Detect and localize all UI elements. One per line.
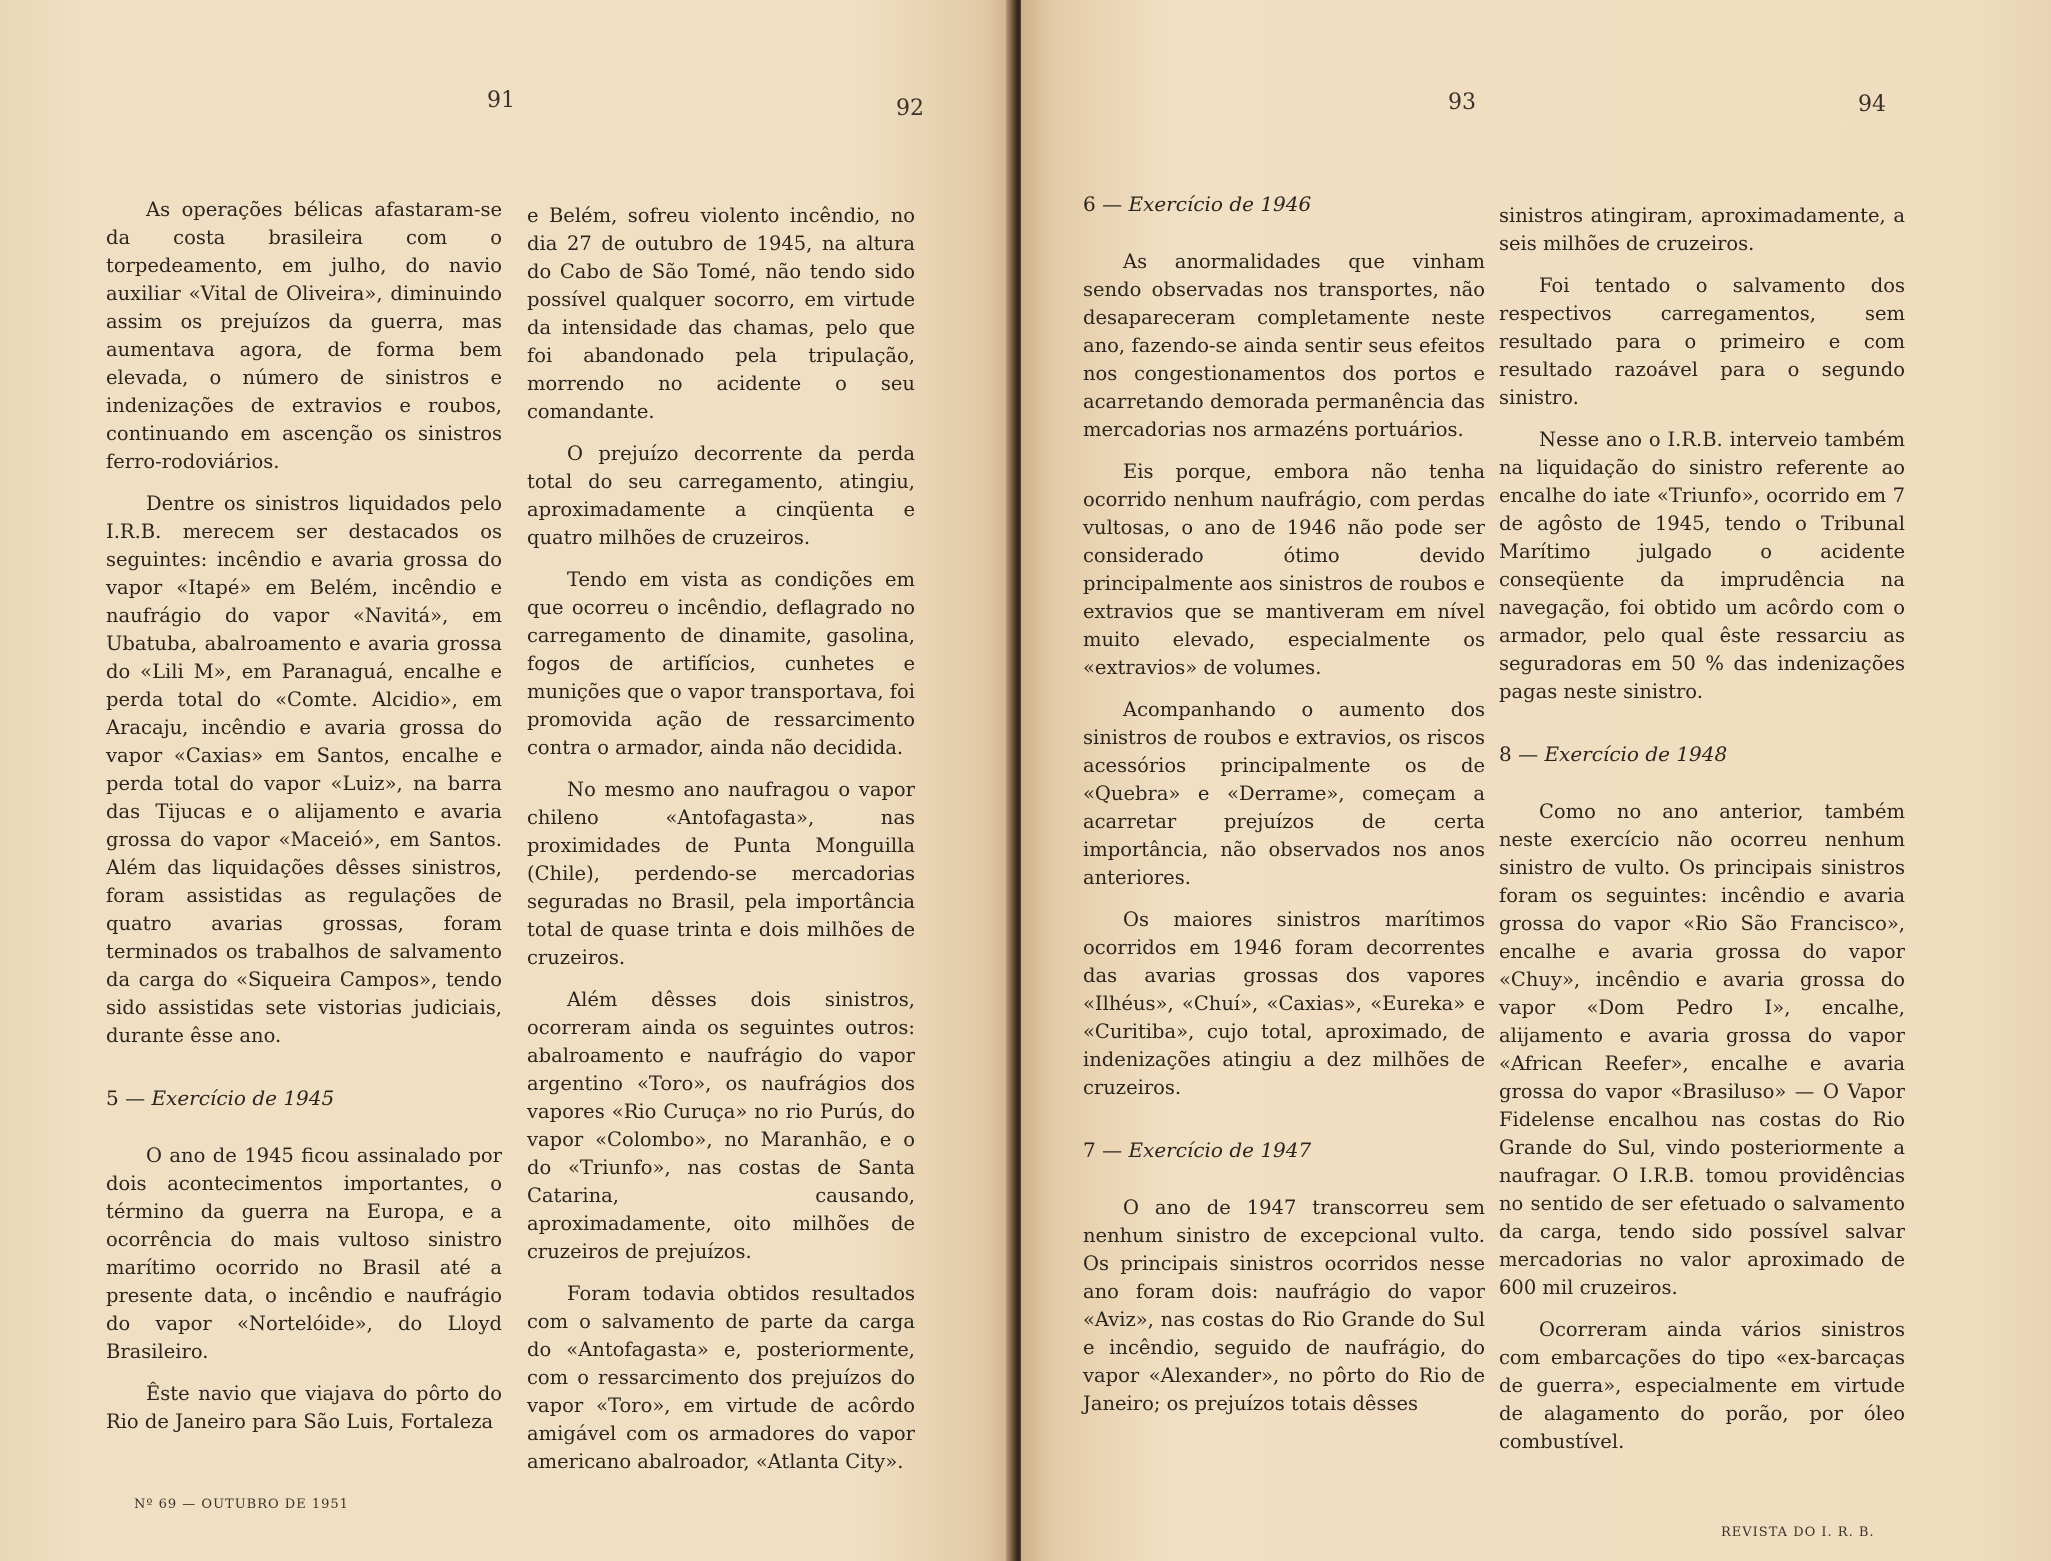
page-number-91: 91 (487, 88, 515, 113)
paragraph: Êste navio que viajava do pôrto do Rio de Janeiro para São Luis, Fortaleza (106, 1382, 502, 1433)
paragraph: Foi tentado o salvamento dos respectivos carregamentos, sem resultado para o primeiro e com resultado razoável para o segundo sinistro. (1499, 274, 1905, 409)
right-page (1021, 0, 2051, 1561)
paragraph: As operações bélicas afastaram-se da costa brasileira com o torpedeamento, em julho, do navio auxiliar «Vital de Oliveira», diminuindo assim os prejuízos da guerra, mas aumentava agora, de forma bem elevada, o número de sinistros e indenizações de extravios e roubos, continuando em ascenção os sinistros ferro-rodoviários. (106, 198, 502, 473)
page-number-92: 92 (896, 96, 924, 121)
heading-title: Exercício de 1947 (1128, 1138, 1312, 1162)
heading-title: Exercício de 1945 (151, 1086, 335, 1110)
paragraph: As anormalidades que vinham sendo observadas nos transportes, não desapareceram completamente neste ano, fazendo-se ainda sentir seus efeitos nos congestionamentos dos portos e acarretando demorada permanência das mercadorias nos armazéns portuários. (1083, 250, 1485, 441)
paragraph: Eis porque, embora não tenha ocorrido nenhum naufrágio, com perdas vultosas, o ano de 1946 não pode ser considerado ótimo devido principalmente aos sinistros de roubos e extravios que se mantiveram em nível muito elevado, especialmente os «extravios» de volumes. (1083, 460, 1485, 679)
magazine-footer: REVISTA DO I. R. B. (1721, 1525, 1875, 1540)
paragraph: No mesmo ano naufragou o vapor chileno «Antofagasta», nas proximidades de Punta Monguilla (Chile), perdendo-se mercadorias seguradas no Brasil, pela importância total de quase trinta e dois milhões de cruzeiros. (527, 778, 915, 969)
heading-number: 5 — (106, 1086, 146, 1110)
paragraph: O ano de 1945 ficou assinalado por dois acontecimentos importantes, o término da guerra na Europa, e a ocorrência do mais vultoso sinistro marítimo ocorrido no Brasil até a presente data, o incêndio e naufrágio do vapor «Nortelóide», do Lloyd Brasileiro. (106, 1144, 502, 1363)
page-number-93: 93 (1448, 90, 1476, 115)
heading-title: Exercício de 1946 (1128, 192, 1312, 216)
paragraph: Dentre os sinistros liquidados pelo I.R.B. merecem ser destacados os seguintes: incêndio e avaria grossa do vapor «Itapé» em Belém, incêndio e naufrágio do vapor «Navitá», em Ubatuba, abalroamento e avaria grossa do «Lili M», em Paranaguá, encalhe e perda total do «Comte. Alcidio», em Aracaju, incêndio e avaria grossa do vapor «Caxias» em Santos, encalhe e perda total do vapor «Luiz», na barra das Tijucas e o alijamento e avaria grossa do vapor «Maceió», em Santos. Além das liquidações dêsses sinistros, foram assistidas as regulações de quatro avarias grossas, foram terminados os trabalhos de salvamento da carga do «Siqueira Campos», tendo sido assistidas sete vistorias judiciais, durante êsse ano. (106, 492, 502, 1047)
left-column-1 (106, 196, 502, 1450)
paragraph: O prejuízo decorrente da perda total do seu carregamento, atingiu, aproximadamente a cinqüenta e quatro milhões de cruzeiros. (527, 442, 915, 549)
left-column-2 (527, 202, 915, 1490)
paragraph: Os maiores sinistros marítimos ocorridos em 1946 foram decorrentes das avarias grossas dos vapores «Ilhéus», «Chuí», «Caxias», «Eureka» e «Curitiba», cujo total, aproximado, de indenizações atingiu a dez milhões de cruzeiros. (1083, 908, 1485, 1099)
section-heading-1947 (1083, 1136, 1485, 1164)
section-heading-1948 (1499, 740, 1905, 768)
paragraph: Acompanhando o aumento dos sinistros de roubos e extravios, os riscos acessórios principalmente os de «Quebra» e «Derrame», começam a acarretar prejuízos de certa importância, não observados nos anos anteriores. (1083, 698, 1485, 889)
right-column-2 (1499, 202, 1905, 1470)
paragraph: sinistros atingiram, aproximadamente, a seis milhões de cruzeiros. (1499, 204, 1905, 255)
page-number-94: 94 (1858, 92, 1886, 117)
paragraph: O ano de 1947 transcorreu sem nenhum sinistro de excepcional vulto. Os principais sinistros ocorridos nesse ano foram dois: naufrágio do vapor «Aviz», nas costas do Rio Grande do Sul e incêndio, seguido de naufrágio, do vapor «Alexander», no pôrto do Rio de Janeiro; os prejuízos totais dêsses (1083, 1196, 1485, 1415)
paragraph: Tendo em vista as condições em que ocorreu o incêndio, deflagrado no carregamento de dinamite, gasolina, fogos de artifícios, cunhetes e munições que o vapor transportava, foi promovida ação de ressarcimento contra o armador, ainda não decidida. (527, 568, 915, 759)
paragraph: Nesse ano o I.R.B. interveio também na liquidação do sinistro referente ao encalhe do iate «Triunfo», ocorrido em 7 de agôsto de 1945, tendo o Tribunal Marítimo julgado o acidente conseqüente da imprudência na navegação, foi obtido um acôrdo com o armador, pelo qual êste ressarciu as seguradoras em 50 % das indenizações pagas neste sinistro. (1499, 428, 1905, 703)
paragraph: Além dêsses dois sinistros, ocorreram ainda os seguintes outros: abalroamento e naufrágio do vapor argentino «Toro», os naufrágios dos vapores «Rio Curuça» no rio Purús, do vapor «Colombo», no Maranhão, e o do «Triunfo», nas costas de Santa Catarina, causando, aproximadamente, oito milhões de cruzeiros de prejuízos. (527, 988, 915, 1263)
paragraph: e Belém, sofreu violento incêndio, no dia 27 de outubro de 1945, na altura do Cabo de São Tomé, não tendo sido possível qualquer socorro, em virtude da intensidade das chamas, pelo que foi abandonado pela tripulação, morrendo no acidente o seu comandante. (527, 204, 915, 423)
left-page (0, 0, 1013, 1561)
heading-number: 6 — (1083, 192, 1123, 216)
heading-number: 8 — (1499, 742, 1539, 766)
paragraph: Ocorreram ainda vários sinistros com embarcações do tipo «ex-barcaças de guerra», especialmente em virtude de alagamento do porão, por óleo combustível. (1499, 1318, 1905, 1453)
section-heading-1945 (106, 1084, 502, 1112)
section-heading-1946 (1083, 190, 1485, 218)
paragraph: Como no ano anterior, também neste exercício não ocorreu nenhum sinistro de vulto. Os principais sinistros foram os seguintes: incêndio e avaria grossa do vapor «Rio São Francisco», encalhe e avaria grossa do vapor «Chuy», incêndio e avaria grossa do vapor «Dom Pedro I», encalhe, alijamento e avaria grossa do vapor «African Reefer», encalhe e avaria grossa do vapor «Brasiluso» — O Vapor Fidelense encalhou nas costas do Rio Grande do Sul, vindo posteriormente a naufragar. O I.R.B. tomou providências no sentido de ser efetuado o salvamento da carga, tendo sido possível salvar mercadorias no valor aproximado de 600 mil cruzeiros. (1499, 800, 1905, 1299)
right-column-1 (1083, 190, 1485, 1432)
heading-number: 7 — (1083, 1138, 1123, 1162)
heading-title: Exercício de 1948 (1544, 742, 1728, 766)
issue-footer: Nº 69 — OUTUBRO DE 1951 (134, 1497, 349, 1512)
paragraph: Foram todavia obtidos resultados com o salvamento de parte da carga do «Antofagasta» e, posteriormente, com o ressarcimento dos prejuízos do vapor «Toro», em virtude de acôrdo amigável com os armadores do vapor americano abalroador, «Atlanta City». (527, 1282, 915, 1473)
